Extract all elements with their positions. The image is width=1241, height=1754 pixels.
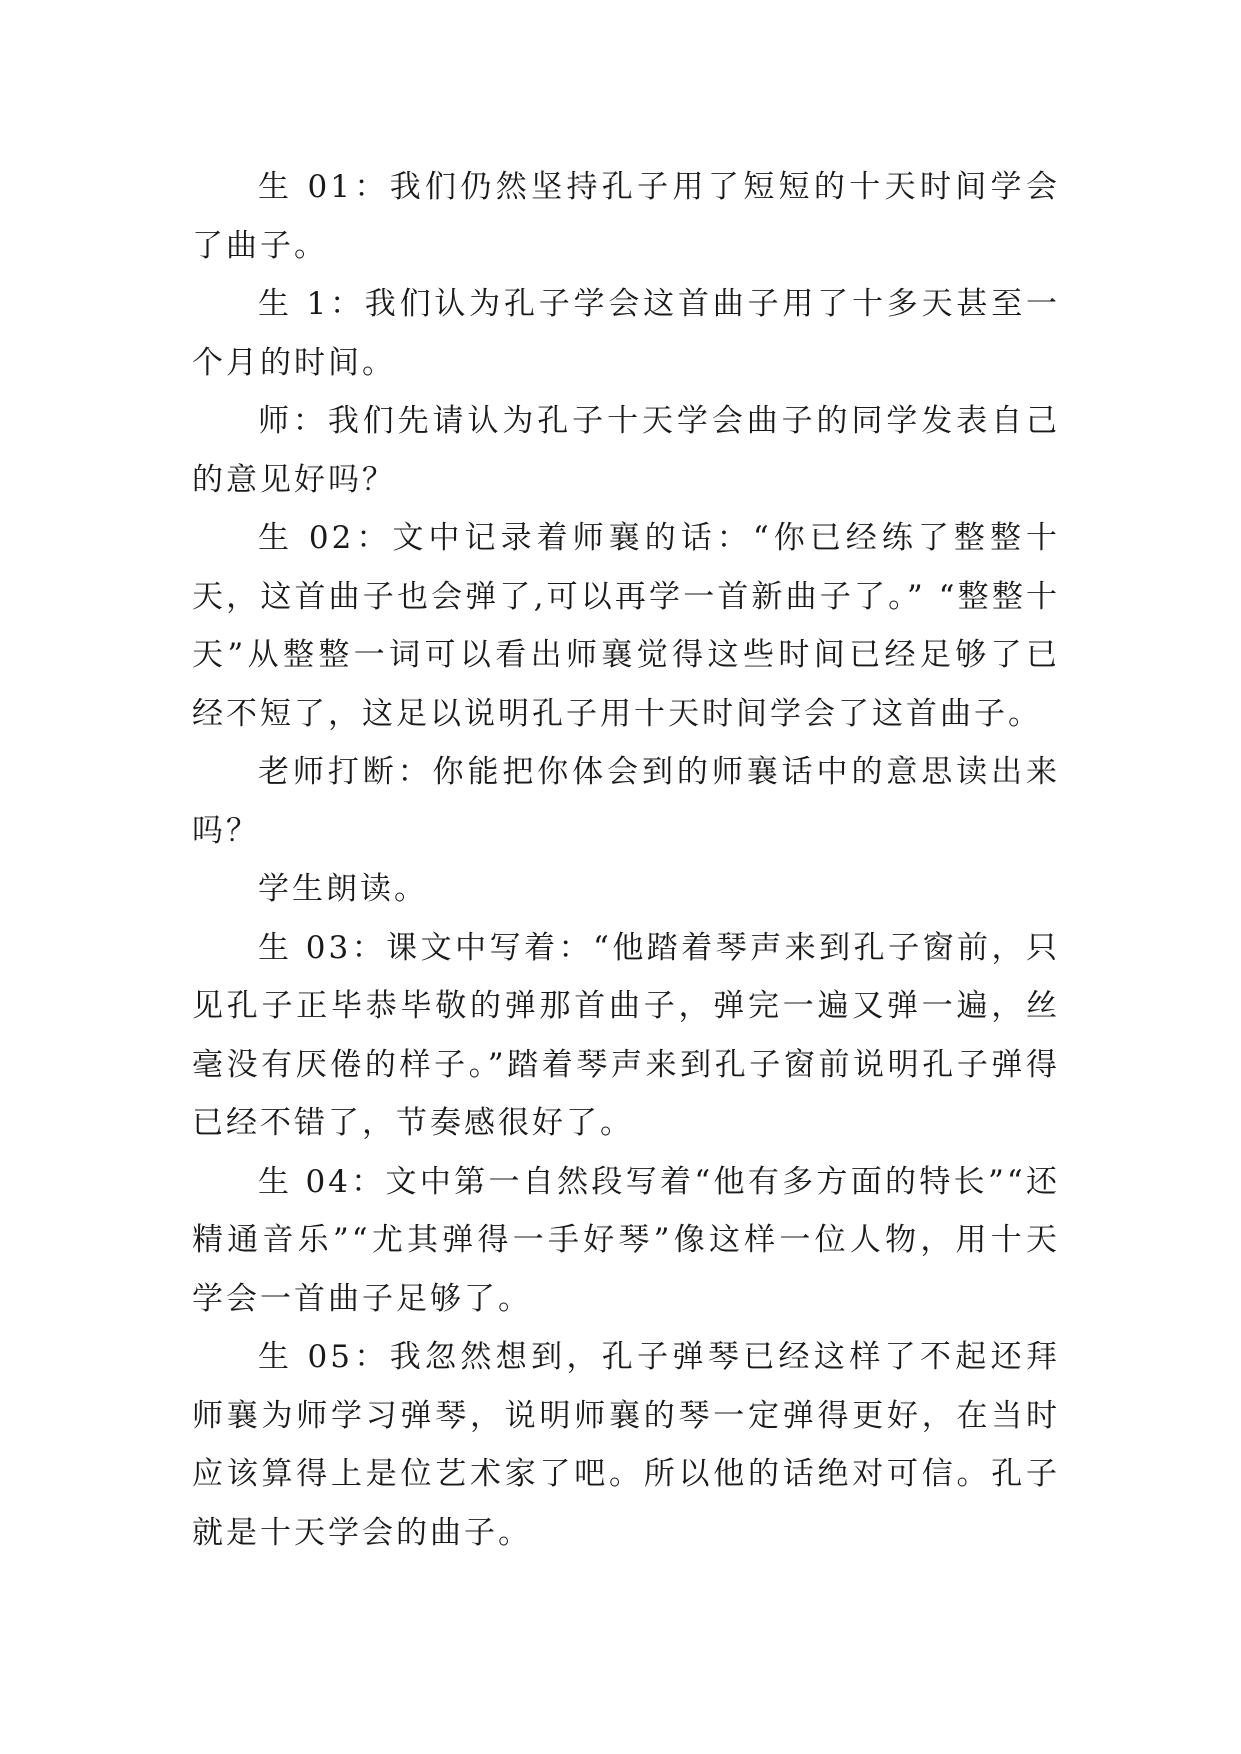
paragraph-student-05: 生 05：我忽然想到，孔子弹琴已经这样了不起还拜师襄为师学习弹琴，说明师襄的琴一定弹得更好，在当时应该算得上是位艺术家了吧。所以他的话绝对可信。孔子就是十天学会的曲子。 xyxy=(192,1339,1060,1551)
paragraph-teacher-question: 师：我们先请认为孔子十天学会曲子的同学发表自己的意见好吗？ xyxy=(192,403,1060,498)
document-page xyxy=(192,158,1060,1562)
paragraph-student-01: 生 01：我们仍然坚持孔子用了短短的十天时间学会了曲子。 xyxy=(192,169,1060,264)
paragraph-teacher-interrupt: 老师打断：你能把你体会到的师襄话中的意思读出来吗？ xyxy=(192,754,1060,849)
paragraph-student-02: 生 02：文中记录着师襄的话：“你已经练了整整十天，这首曲子也会弹了,可以再学一首新曲子了。” “整整十天”从整整一词可以看出师襄觉得这些时间已经足够了已经不短了，这足以说明孔子用十天时间学会了这首曲子。 xyxy=(192,520,1060,732)
paragraph-student-04: 生 04：文中第一自然段写着“他有多方面的特长”“还精通音乐”“尤其弹得一手好琴”像这样一位人物，用十天学会一首曲子足够了。 xyxy=(192,1163,1060,1317)
paragraph-student-1: 生 1：我们认为孔子学会这首曲子用了十多天甚至一个月的时间。 xyxy=(192,286,1060,381)
paragraph-students-read: 学生朗读。 xyxy=(258,871,428,907)
paragraph-student-03: 生 03：课文中写着：“他踏着琴声来到孔子窗前，只见孔子正毕恭毕敬的弹那首曲子，弹完一遍又弹一遍，丝毫没有厌倦的样子。”踏着琴声来到孔子窗前说明孔子弹得已经不错了，节奏感很好了。 xyxy=(192,929,1060,1141)
